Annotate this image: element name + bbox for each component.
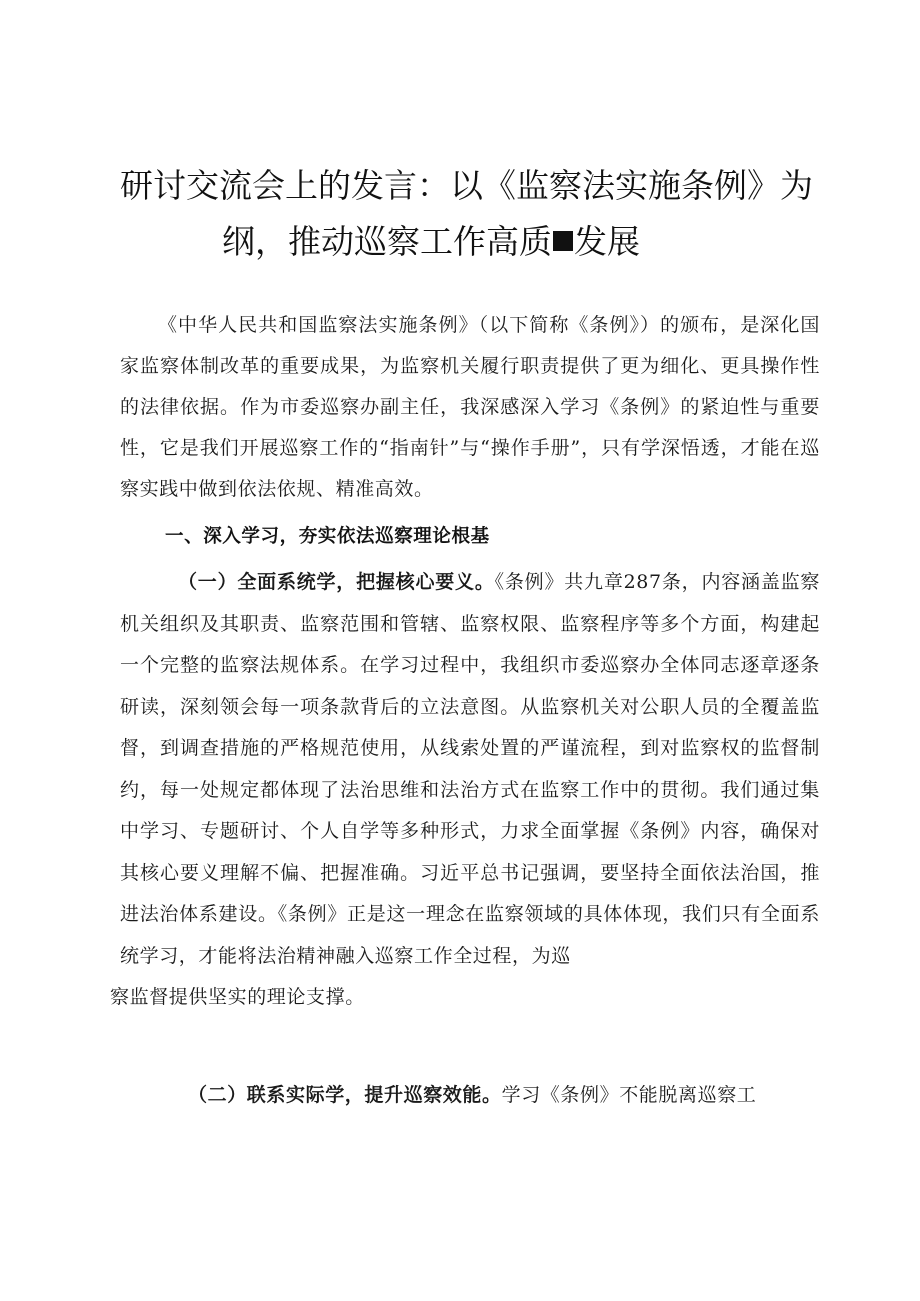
intro-paragraph <box>120 305 820 510</box>
obscured-character-mark <box>553 231 573 251</box>
subsection-1-text <box>120 562 820 977</box>
document-title-line-1: 研讨交流会上的发言：以《监察法实施条例》为 <box>120 166 813 205</box>
document-title-line-2 <box>222 212 920 272</box>
subsection-1-tail: 察监督提供坚实的理论支撑。 <box>110 986 365 1008</box>
subsection-2-heading: （二）联系实际学，提升巡察效能。 <box>188 1084 502 1106</box>
subsection-1-body: 《条例》共九章287条，内容涵盖监察机关组织及其职责、监察范围和管辖、监察权限、监察程序等多个方面，构建起一个完整的监察法规体系。在学习过程中，我组织市委巡察办全体同志逐章逐条研读，深刻领会每一项条款背后的立法意图。从监察机关对公职人员的全覆盖监督，到调查措施的严格规范使用，从线索处置的严谨流程，到对监察权的监督制约，每一处规定都体现了法治思维和法治方式在监察工作中的贯彻。我们通过集中学习、专题研讨、个人自学等多种形式，力求全面掌握《条例》内容，确保对其核心要义理解不偏、把握准确。习近平总书记强调，要坚持全面依法治国，推进法治体系建设。《条例》正是这一理念在监察领域的具体体现，我们只有全面系统学习，才能将法治精神融入巡察工作全过程，为巡 <box>120 571 820 967</box>
title-part-a: 纲，推动巡察工作高质 <box>222 222 552 261</box>
subsection-1-heading: （一）全面系统学，把握核心要义。 <box>178 571 495 593</box>
subsection-2-text <box>120 1075 820 1116</box>
subsection-2-paragraph <box>120 1075 820 1116</box>
intro-text: 《中华人民共和国监察法实施条例》（以下简称《条例》）的颁布，是深化国家监察体制改革的重要成果，为监察机关履行职责提供了更为细化、更具操作性的法律依据。作为市委巡察办副主任，我深感深入学习《条例》的紧迫性与重要性，它是我们开展巡察工作的“指南针”与“操作手册”，只有学深悟透，才能在巡察实践中做到依法依规、精准高效。 <box>120 314 820 500</box>
subsection-2-body: 学习《条例》不能脱离巡察工 <box>501 1084 757 1106</box>
subsection-1-paragraph <box>110 562 820 1019</box>
section-1-heading: 一、深入学习，夯实依法巡察理论根基 <box>165 526 490 547</box>
title-part-b: 发展 <box>574 222 640 261</box>
